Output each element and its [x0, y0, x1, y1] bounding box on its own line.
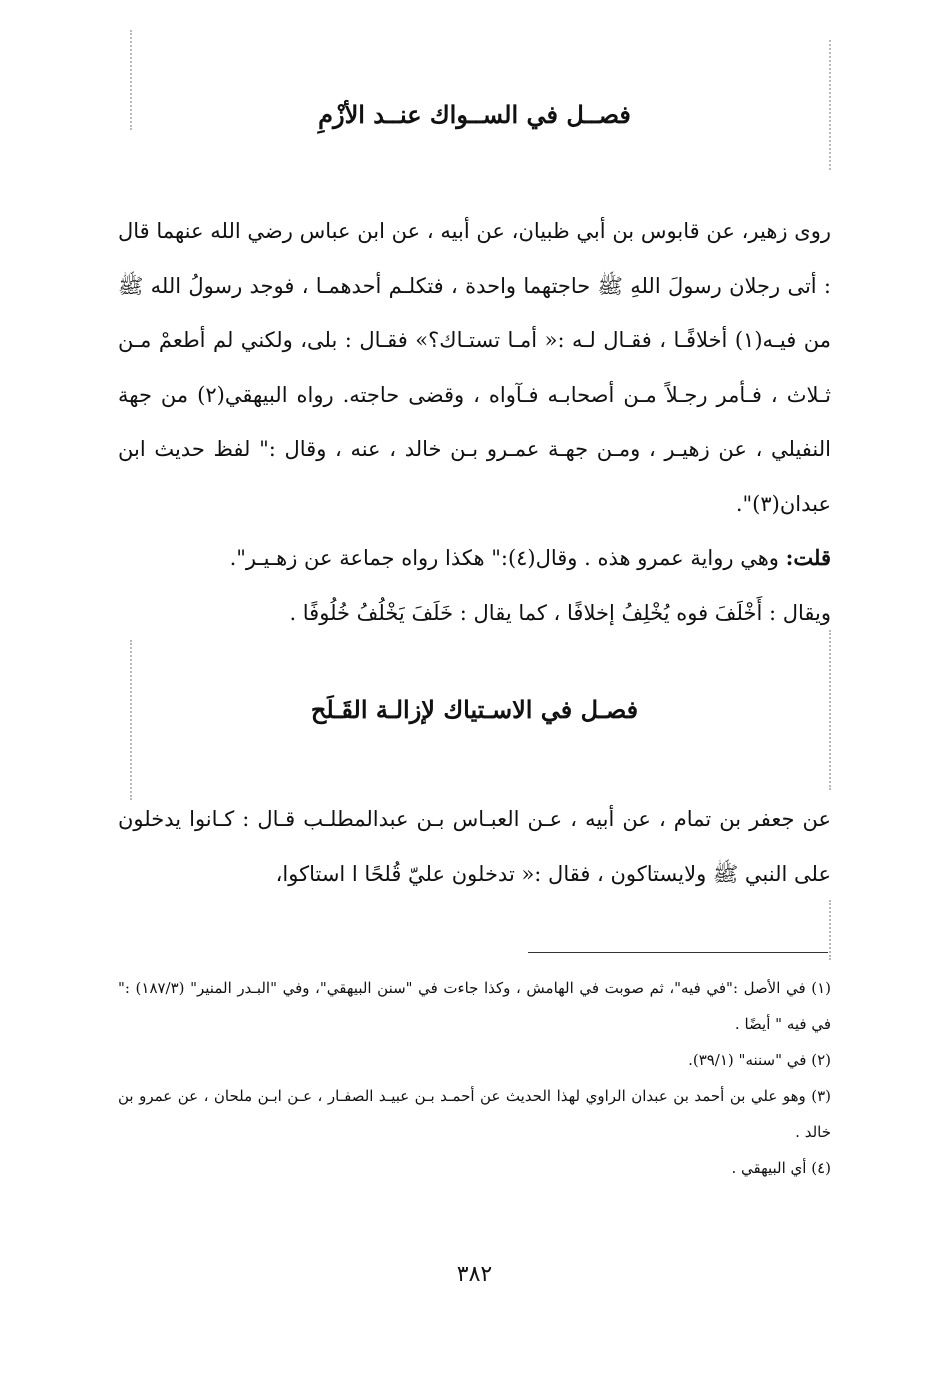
footnote-1: (١) في الأصل :"في فيه"، ثم صوبت في الهامش ، وكذا جاءت في "سنن البيهقي"، وفي "البـدر المنير" (١٨٧/٣) :" في فيه " أيضًا .: [118, 979, 831, 1033]
footnote-2: (٢) في "سننه" (٣٩/١).: [688, 1051, 831, 1069]
margin-dots-right-bottom: [829, 900, 831, 960]
qalat-text: وهي رواية عمرو هذه . وقال(٤):" هكذا رواه جماعة عن زهـيـر".: [229, 546, 786, 570]
margin-dots-right-lower: [829, 630, 831, 790]
page-number: ٣٨٢: [456, 1262, 493, 1287]
footnotes: [118, 970, 831, 1186]
section2-body: [118, 792, 831, 901]
footnote-3: (٣) وهو علي بن أحمد بن عبدان الراوي لهذا الحديث عن أحمـد بـن عبيـد الصفـار ، عـن ابـن ملحان ، عن عمرو بن خالد .: [118, 1087, 831, 1141]
section1-paragraph: روى زهير، عن قابوس بن أبي ظبيان، عن أبيه ، عن ابن عباس رضي الله عنهما قال : أتى رجلان رسولَ اللهِ ﷺ حاجتهما واحدة ، فتكلـم أحدهمـا ، فوجد رسولُ الله ﷺ من فيـه(١) أخلافًـا ، فقـال لـه :« أمـا تستـاك؟» فقـال : بلى، ولكني لم أطعمْ مـن ثـلاث ، فـأمر رجـلاً مـن أصحابـه فـآواه ، وقضى حاجته. رواه البيهقي(٢) من جهة النفيلي ، عن زهيـر ، ومـن جهـة عمـرو بـن خالد ، عنه ، وقال :" لفظ حديث ابن عبدان(٣)".: [118, 219, 832, 516]
section2-paragraph: عن جعفر بن تمام ، عن أبيه ، عـن العبـاس بـن عبدالمطلـب قـال : كـانوا يدخلون على النبي ﷺ ولايستاكون ، فقال :« تدخلون عليّ قُلحًا ا استاكوا،: [118, 807, 831, 886]
section1-note: [118, 531, 831, 586]
section1-note-2: ويقال : أَخْلَفَ فوه يُخْلِفُ إخلافًا ، كما يقال : خَلَفَ يَخْلُفُ خُلُوفًا .: [289, 600, 831, 625]
section1-body: [118, 204, 831, 640]
qalat-label: قلت:: [785, 545, 831, 570]
footnote-4: (٤) أي البيهقي .: [731, 1159, 831, 1177]
footnote-separator: [528, 952, 828, 953]
section1-heading: فصــل في الســواك عنــد الأزْمِ: [318, 100, 631, 129]
margin-dots-right: [829, 40, 831, 170]
section2-heading: فصـل في الاسـتياك لإزالـة القَـلَح: [310, 695, 639, 724]
